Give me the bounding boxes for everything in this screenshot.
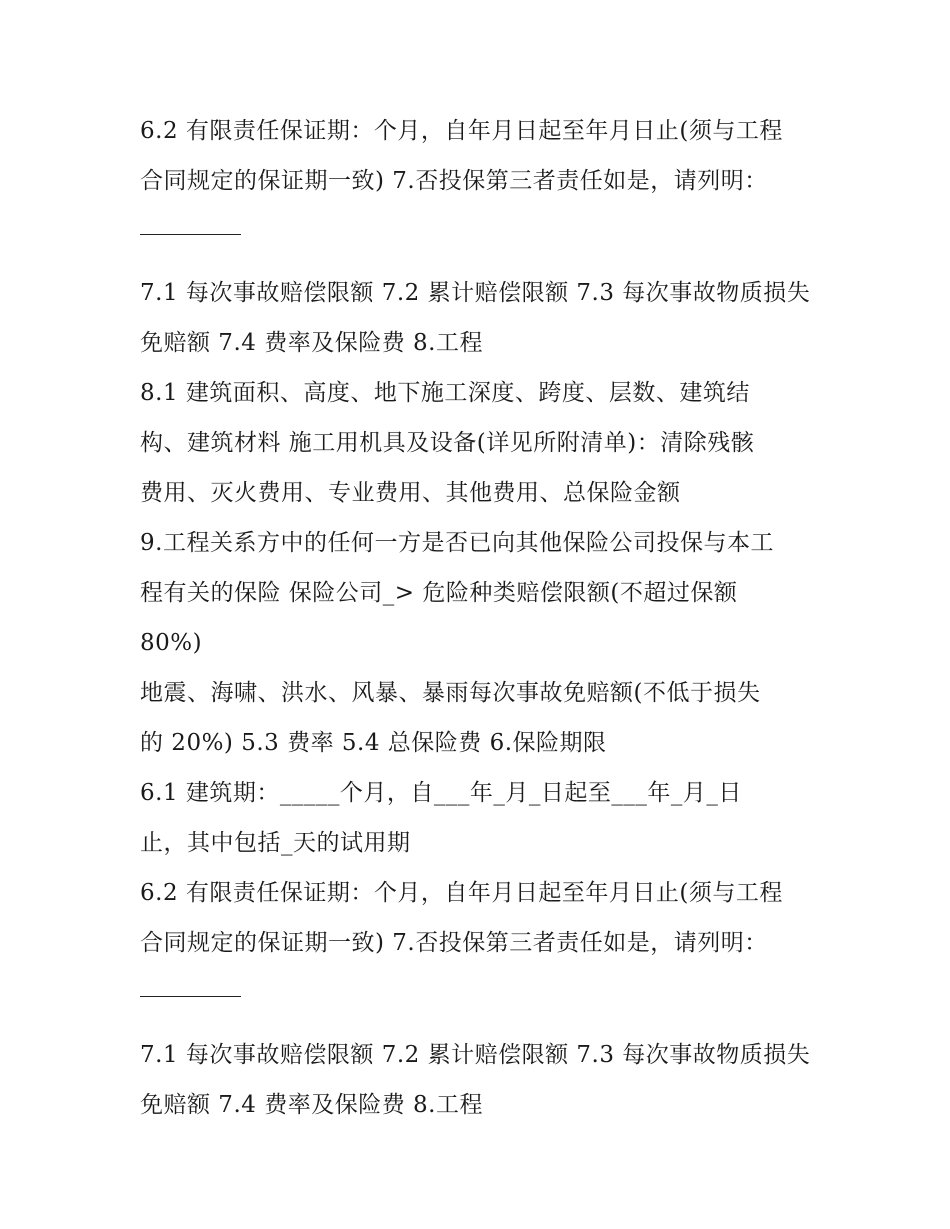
text-line: 合同规定的保证期一致) 7.否投保第三者责任如是，请列明：	[140, 168, 768, 194]
blank-underline	[140, 206, 820, 256]
text-line: 免赔额 7.4 费率及保险费 8.工程	[140, 1092, 483, 1118]
text-line: 6.2 有限责任保证期：个月，自年月日起至年月日止(须与工程	[140, 118, 783, 144]
underline-rule	[140, 234, 241, 235]
text-line: 80%)	[140, 630, 203, 656]
text-line: 构、建筑材料 施工用机具及设备(详见所附清单)：清除残骸	[140, 430, 755, 456]
text-line: 免赔额 7.4 费率及保险费 8.工程	[140, 330, 483, 356]
underline-rule	[140, 996, 241, 997]
text-line: 合同规定的保证期一致) 7.否投保第三者责任如是，请列明：	[140, 930, 768, 956]
text-line: 程有关的保险 保险公司_> 危险种类赔偿限额(不超过保额	[140, 580, 738, 606]
document-body	[140, 106, 820, 1130]
paragraph-spacer	[140, 1018, 820, 1030]
blank-underline	[140, 968, 820, 1018]
text-line: 7.1 每次事故赔偿限额 7.2 累计赔偿限额 7.3 每次事故物质损失	[140, 1042, 811, 1068]
text-line: 6.2 有限责任保证期：个月，自年月日起至年月日止(须与工程	[140, 880, 783, 906]
text-line: 地震、海啸、洪水、风暴、暴雨每次事故免赔额(不低于损失	[140, 680, 761, 706]
text-line: 6.1 建筑期：_____个月，自___年_月_日起至___年_月_日	[140, 780, 742, 806]
text-line: 的 20%) 5.3 费率 5.4 总保险费 6.保险期限	[140, 730, 607, 756]
text-line: 9.工程关系方中的任何一方是否已向其他保险公司投保与本工	[140, 530, 774, 556]
text-line: 费用、灭火费用、专业费用、其他费用、总保险金额	[140, 480, 681, 506]
text-line: 7.1 每次事故赔偿限额 7.2 累计赔偿限额 7.3 每次事故物质损失	[140, 280, 811, 306]
text-line: 8.1 建筑面积、高度、地下施工深度、跨度、层数、建筑结	[140, 380, 750, 406]
text-line: 止，其中包括_天的试用期	[140, 830, 411, 856]
paragraph-spacer	[140, 256, 820, 268]
